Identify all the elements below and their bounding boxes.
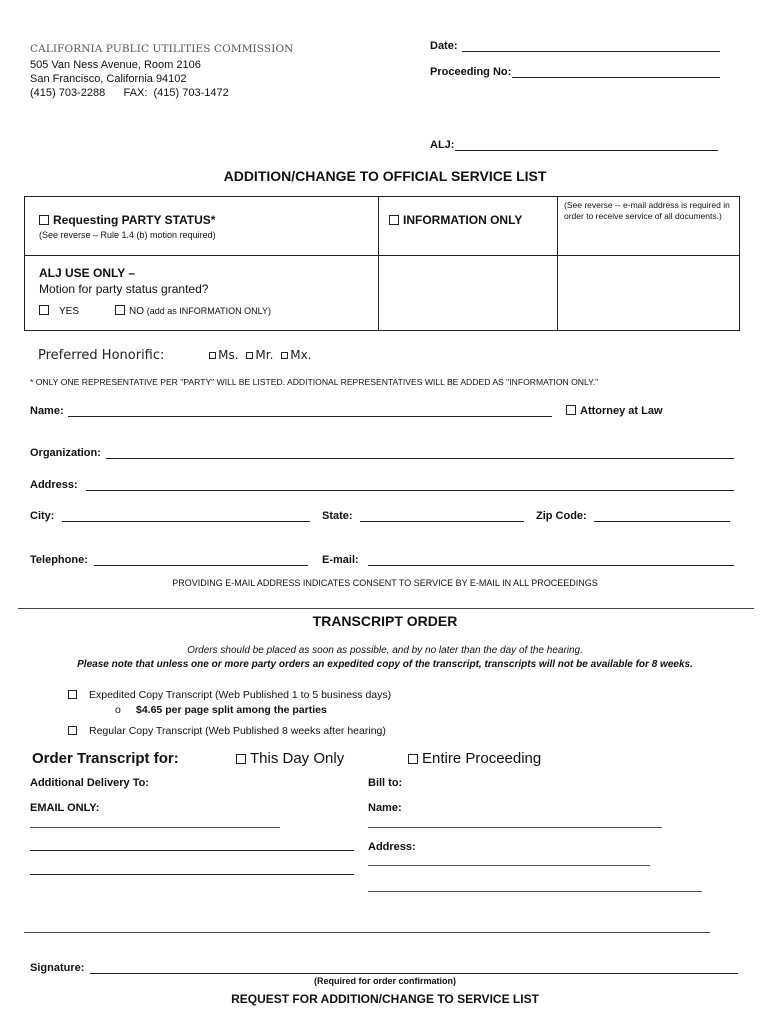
honorific-mr-checkbox[interactable] [246,352,253,359]
entire-proceeding-checkbox[interactable] [408,754,418,764]
yes-checkbox[interactable] [39,305,49,315]
info-note-cell [558,197,740,256]
city-field[interactable] [62,521,310,522]
honorific-mx-checkbox[interactable] [281,352,288,359]
party-status-note: (See reverse – Rule 1.4 (b) motion required) [39,230,216,240]
empty-cell-middle [379,256,558,331]
agency-address-line1: 505 Van Ness Avenue, Room 2106 [30,59,201,71]
honorific-mx: Mx. [290,348,312,362]
address-field[interactable] [86,490,734,491]
delivery-email-field-3[interactable] [30,874,354,875]
agency-phone-fax: (415) 703-2288 FAX: (415) 703-1472 [30,87,229,99]
party-status-checkbox[interactable] [39,215,49,225]
no-note: (add as INFORMATION ONLY) [146,306,271,316]
bill-address-field-2[interactable] [368,891,702,892]
expedited-bullet: o [115,704,121,716]
alj-use-question: Motion for party status granted? [39,282,209,296]
footer-divider [24,932,710,933]
expedited-label: Expedited Copy Transcript (Web Published 1 to 5 business days) [89,689,392,701]
bill-name-label: Name: [368,802,402,814]
honorific-label: Preferred Honorific: [38,348,165,363]
bottom-title: REQUEST FOR ADDITION/CHANGE TO SERVICE LIST [231,992,539,1006]
transcript-note-2: Please note that unless one or more party orders an expedited copy of the transcript, transcripts will not be available for 8 weeks. [77,659,693,670]
alj-field[interactable] [455,150,718,151]
transcript-title: TRANSCRIPT ORDER [312,613,458,629]
agency-name: CALIFORNIA PUBLIC UTILITIES COMMISSION [30,43,294,55]
attorney-label: Attorney at Law [580,405,663,417]
delivery-email-field-1[interactable] [30,827,280,828]
telephone-field[interactable] [94,565,308,566]
no-label: NO [129,306,144,317]
zip-field[interactable] [594,521,730,522]
bill-name-field[interactable] [368,827,662,828]
bill-address-field-1[interactable] [368,865,650,866]
party-status-label: Requesting PARTY STATUS* [53,213,216,227]
organization-label: Organization: [30,447,101,459]
representative-note: * ONLY ONE REPRESENTATIVE PER "PARTY" WILL BE LISTED. ADDITIONAL REPRESENTATIVES WILL BE ADDED AS "INFORMATION ONLY." [30,377,599,387]
honorific-mr: Mr. [255,348,274,362]
regular-label: Regular Copy Transcript (Web Published 8 weeks after hearing) [89,725,386,737]
email-label: E-mail: [322,554,359,566]
entire-proceeding-label: Entire Proceeding [422,750,542,767]
transcript-note-1: Orders should be placed as soon as possible, and by no later than the day of the hearing. [187,645,583,656]
alj-use-title: ALJ USE ONLY – [39,266,136,280]
state-field[interactable] [360,521,524,522]
address-label: Address: [30,479,78,491]
organization-field[interactable] [106,458,734,459]
order-transcript-label: Order Transcript for: [32,750,179,767]
agency-address-line2: San Francisco, California 94102 [30,73,187,85]
regular-checkbox[interactable] [68,726,77,735]
email-consent-note: PROVIDING E-MAIL ADDRESS INDICATES CONSENT TO SERVICE BY E-MAIL IN ALL PROCEEDINGS [172,578,598,588]
name-label: Name: [30,405,64,417]
form-title: ADDITION/CHANGE TO OFFICIAL SERVICE LIST [223,168,547,184]
email-only-label: EMAIL ONLY: [30,802,100,814]
date-label: Date: [430,40,458,52]
signature-label: Signature: [30,962,85,974]
attorney-checkbox[interactable] [566,405,576,415]
signature-note: (Required for order confirmation) [313,976,456,986]
info-only-cell [379,197,558,256]
empty-cell-right [558,256,740,331]
expedited-price: $4.65 per page split among the parties [136,704,327,716]
proceeding-label: Proceeding No: [430,66,512,78]
section-divider [18,608,754,609]
date-field[interactable] [462,51,720,52]
alj-use-cell [25,256,379,331]
status-table [24,196,740,331]
zip-label: Zip Code: [536,510,587,522]
this-day-checkbox[interactable] [236,754,246,764]
honorific-ms: Ms. [218,348,239,362]
city-label: City: [30,510,55,522]
signature-field[interactable] [90,973,738,974]
delivery-email-field-2[interactable] [30,850,354,851]
state-label: State: [322,510,353,522]
alj-label: ALJ: [430,139,455,151]
bill-to-label: Bill to: [368,777,403,789]
name-field[interactable] [68,416,552,417]
yes-label: YES [59,306,80,317]
no-checkbox[interactable] [115,305,125,315]
party-status-cell [25,197,379,256]
expedited-checkbox[interactable] [68,690,77,699]
honorific-ms-checkbox[interactable] [209,352,216,359]
proceeding-field[interactable] [512,77,720,78]
this-day-label: This Day Only [250,750,345,767]
info-only-label: INFORMATION ONLY [403,213,523,227]
info-only-note: (See reverse -- e-mail address is required in order to receive service of all documents.) [564,200,730,221]
email-field[interactable] [368,565,734,566]
telephone-label: Telephone: [30,554,88,566]
info-only-checkbox[interactable] [389,215,399,225]
additional-delivery-label: Additional Delivery To: [30,777,149,789]
bill-address-label: Address: [368,841,416,853]
